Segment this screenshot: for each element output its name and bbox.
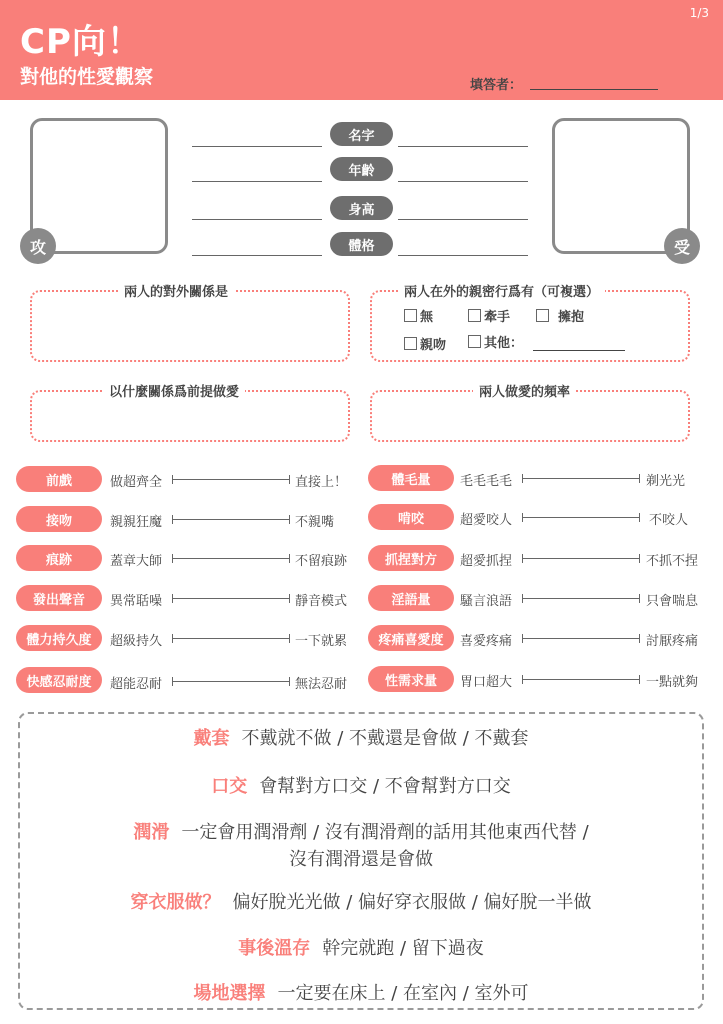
scale-slider[interactable]	[172, 638, 290, 639]
scale-left-text: 做超齊全	[110, 475, 163, 490]
field-label-age: 年齡	[330, 157, 393, 181]
scale-label: 接吻	[16, 506, 102, 532]
checkbox-icon[interactable]	[404, 337, 417, 350]
header-banner	[0, 0, 723, 100]
bottom-height-line[interactable]	[398, 219, 528, 220]
pref-aftercare[interactable]	[18, 934, 704, 960]
pref-location[interactable]	[18, 979, 704, 1005]
scale-left-text: 超愛抓捏	[460, 554, 513, 569]
option-kiss[interactable]: 親吻	[404, 334, 446, 353]
scale-right-text: 只會喘息	[646, 594, 699, 609]
scale-right-text: 不咬人	[649, 513, 689, 528]
scale-left-text: 親親狂魔	[110, 515, 163, 530]
scale-left-text: 超級持久	[110, 634, 163, 649]
pref-key: 事後溫存	[238, 938, 311, 959]
bottom-build-line[interactable]	[398, 255, 528, 256]
pref-key: 口交	[211, 776, 248, 797]
scale-slider[interactable]	[172, 519, 290, 520]
scale-slider[interactable]	[522, 517, 640, 518]
pref-options: 沒有潤滑還是會做	[289, 849, 433, 870]
option-none[interactable]: 無	[404, 306, 433, 325]
scale-right-text: 靜音模式	[295, 594, 348, 609]
scale-right-text: 直接上！	[295, 475, 348, 490]
option-hug[interactable]: 擁抱	[536, 306, 584, 325]
option-other[interactable]: 其他：	[468, 332, 523, 351]
scale-slider[interactable]	[522, 598, 640, 599]
scale-label: 發出聲音	[16, 585, 102, 611]
external-relation-title: 兩人的對外關係是	[118, 281, 234, 300]
scale-slider[interactable]	[522, 679, 640, 680]
scale-right-text: 無法忍耐	[295, 677, 348, 692]
field-label-name: 名字	[330, 122, 393, 146]
scale-label: 抓捏對方	[368, 545, 454, 571]
pref-options: 會幫對方口交 / 不會幫對方口交	[259, 776, 511, 797]
field-label-height: 身高	[330, 196, 393, 220]
pref-key: 戴套	[193, 728, 230, 749]
scale-left-text: 異常聒噪	[110, 594, 163, 609]
scale-label: 性需求量	[368, 666, 454, 692]
scale-label: 啃咬	[368, 504, 454, 530]
scale-label: 快感忍耐度	[16, 667, 102, 693]
pref-key: 場地選擇	[193, 983, 266, 1004]
scale-slider[interactable]	[522, 478, 640, 479]
pref-oral[interactable]	[18, 772, 704, 798]
scale-slider[interactable]	[172, 681, 290, 682]
scale-label: 體毛量	[368, 465, 454, 491]
scale-label: 淫語量	[368, 585, 454, 611]
page-title: CP向！	[20, 22, 142, 62]
pref-clothing[interactable]	[18, 888, 704, 914]
field-label-build: 體格	[330, 232, 393, 256]
pref-options: 不戴就不做 / 不戴還是會做 / 不戴套	[241, 728, 529, 749]
scale-right-text: 一下就累	[295, 634, 348, 649]
bottom-age-line[interactable]	[398, 181, 528, 182]
public-intimacy-title: 兩人在外的親密行爲有（可複選）	[398, 281, 605, 300]
scale-label: 體力持久度	[16, 625, 102, 651]
pref-lube-line2[interactable]	[18, 845, 704, 871]
top-build-line[interactable]	[192, 255, 322, 256]
option-hold-hands[interactable]: 牽手	[468, 306, 510, 325]
scale-label: 前戲	[16, 466, 102, 492]
scale-left-text: 喜愛疼痛	[460, 634, 513, 649]
top-height-line[interactable]	[192, 219, 322, 220]
pref-options: 偏好脫光光做 / 偏好穿衣服做 / 偏好脫一半做	[232, 892, 592, 913]
external-relation-box[interactable]	[30, 290, 350, 362]
scale-slider[interactable]	[522, 558, 640, 559]
scale-left-text: 毛毛毛毛	[460, 474, 513, 489]
scale-left-text: 超能忍耐	[110, 677, 163, 692]
scale-right-text: 不親嘴	[295, 515, 335, 530]
pref-key: 潤滑	[133, 822, 170, 843]
scale-slider[interactable]	[172, 558, 290, 559]
scale-right-text: 不留痕跡	[295, 554, 348, 569]
scale-left-text: 超愛咬人	[460, 513, 513, 528]
top-age-line[interactable]	[192, 181, 322, 182]
scale-slider[interactable]	[522, 638, 640, 639]
checkbox-icon[interactable]	[468, 309, 481, 322]
scale-right-text: 不抓不捏	[646, 554, 699, 569]
checkbox-icon[interactable]	[536, 309, 549, 322]
scale-slider[interactable]	[172, 479, 290, 480]
pref-key: 穿衣服做？	[130, 892, 221, 913]
pref-lube[interactable]	[18, 818, 704, 844]
checkbox-icon[interactable]	[404, 309, 417, 322]
page-number: 1/3	[689, 6, 709, 20]
scale-right-text: 剃光光	[646, 474, 686, 489]
top-name-line[interactable]	[192, 146, 322, 147]
pref-options: 一定會用潤滑劑 / 沒有潤滑劑的話用其他東西代替 /	[181, 822, 589, 843]
scale-left-text: 蓋章大師	[110, 554, 163, 569]
scale-right-text: 討厭疼痛	[646, 634, 699, 649]
page-subtitle: 對他的性愛觀察	[20, 66, 154, 88]
pref-condom[interactable]	[18, 724, 704, 750]
respondent-input-line[interactable]	[530, 89, 658, 90]
bottom-role-badge: 受	[664, 228, 700, 264]
top-role-badge: 攻	[20, 228, 56, 264]
other-input-line[interactable]	[533, 350, 625, 351]
pref-options: 幹完就跑 / 留下過夜	[322, 938, 484, 959]
scale-label: 痕跡	[16, 545, 102, 571]
scale-slider[interactable]	[172, 598, 290, 599]
checkbox-icon[interactable]	[468, 335, 481, 348]
respondent-label: 填答者：	[470, 78, 523, 93]
scale-label: 疼痛喜愛度	[368, 625, 454, 651]
scale-left-text: 騷言浪語	[460, 594, 513, 609]
scale-right-text: 一點就夠	[646, 675, 699, 690]
premise-relation-title: 以什麼關係爲前提做愛	[103, 381, 245, 400]
frequency-title: 兩人做愛的頻率	[473, 381, 576, 400]
scale-left-text: 胃口超大	[460, 675, 513, 690]
pref-options: 一定要在床上 / 在室內 / 室外可	[277, 983, 529, 1004]
bottom-name-line[interactable]	[398, 146, 528, 147]
